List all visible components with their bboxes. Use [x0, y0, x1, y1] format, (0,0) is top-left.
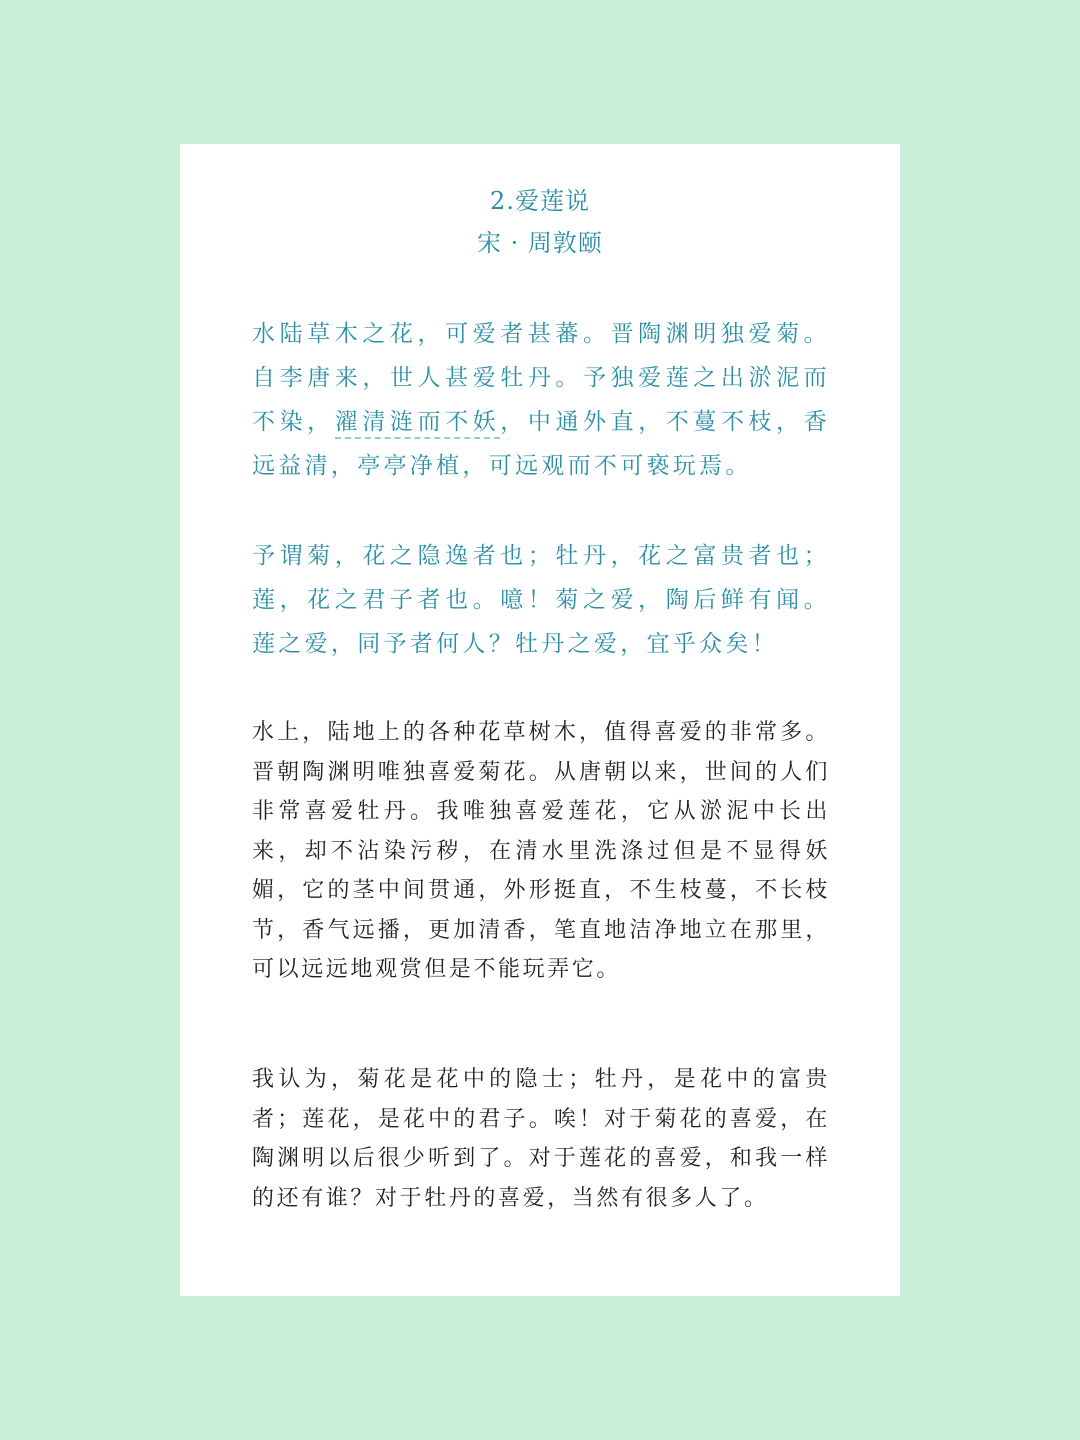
original-paragraph-1-text-b: ，中通外直，不蔓不枝，香远益清，亭亭净植，可远观而不可亵玩焉。 [252, 409, 831, 479]
translation-paragraph-1: 水上，陆地上的各种花草树木，值得喜爱的非常多。晋朝陶渊明唯独喜爱菊花。从唐朝以来，世间的人们非常喜爱牡丹。我唯独喜爱莲花，它从淤泥中长出来，却不沾染污秽，在清水里洗涤过但是不显得妖媚，它的茎中间贯通，外形挺直，不生枝蔓，不长枝节，香气远播，更加清香，笔直地洁净地立在那里，可以远远地观赏但是不能玩弄它。 [252, 720, 830, 982]
content-card [180, 144, 900, 1296]
title-block [180, 180, 900, 264]
translation-paragraph-2: 我认为，菊花是花中的隐士；牡丹，是花中的富贵者；莲花，是花中的君子。唉！对于菊花的喜爱，在陶渊明以后很少听到了。对于莲花的喜爱，和我一样的还有谁？对于牡丹的喜爱，当然有很多人了。 [252, 1067, 830, 1211]
underlined-phrase: 濯清涟而不妖 [335, 409, 501, 439]
original-paragraph-1 [252, 312, 830, 488]
original-paragraph-2: 予谓菊，花之隐逸者也；牡丹，花之富贵者也；莲，花之君子者也。噫！菊之爱，陶后鲜有闻。莲之爱，同予者何人？牡丹之爱，宜乎众矣！ [252, 543, 830, 657]
page-title: 2.爱莲说 [490, 187, 590, 215]
original-paragraph-1-text-a: 水陆草木之花，可爱者甚蕃。晋陶渊明独爱菊。自李唐来，世人甚爱牡丹。予独爱莲之出淤泥而不染， [252, 321, 830, 435]
author-line: 宋 · 周敦颐 [477, 229, 603, 257]
